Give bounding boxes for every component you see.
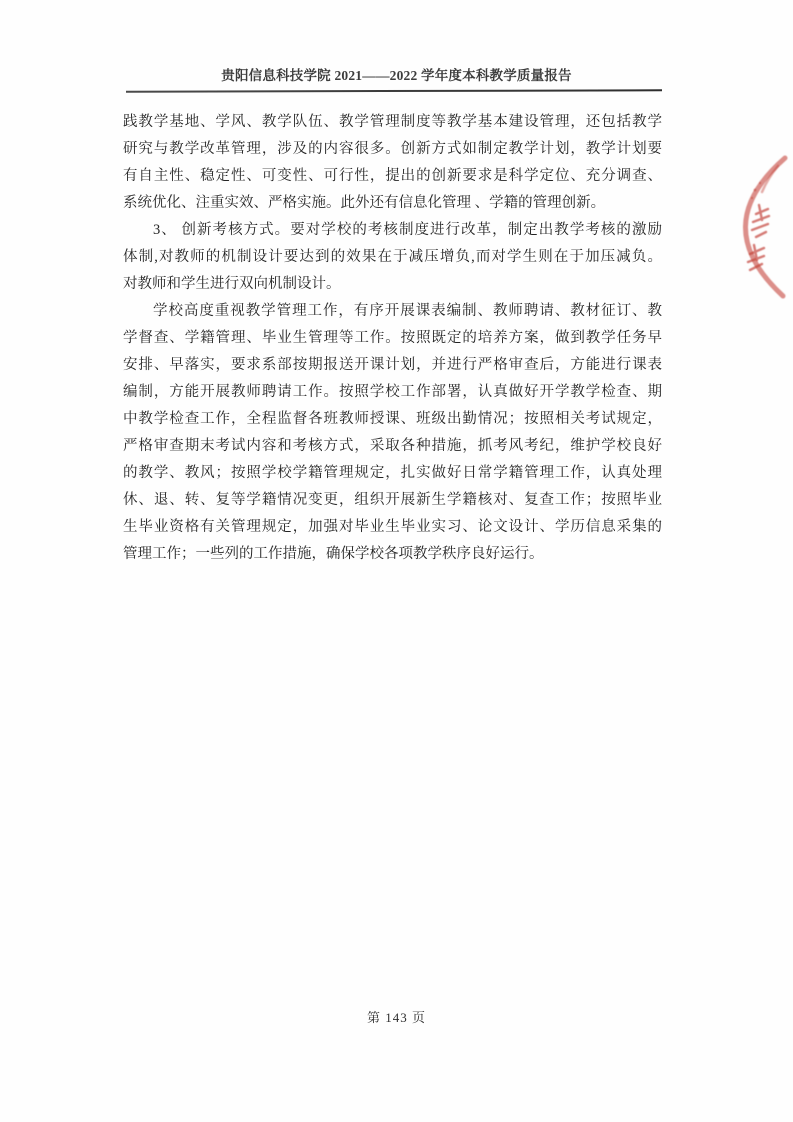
page-header-title: 贵阳信息科技学院 2021——2022 学年度本科教学质量报告 <box>221 68 572 83</box>
body-text-line: 对教师和学生进行双向机制设计。 <box>123 276 341 292</box>
body-text-line: 严格审查期末考试内容和考核方式，采取各种措施，抓考风考纪，维护学校良好 <box>123 438 662 454</box>
body-text <box>123 109 662 568</box>
body-text-line: 践教学基地、学风、教学队伍、教学管理制度等教学基本建设管理，还包括教学 <box>123 114 662 130</box>
body-text-line: 3、 创新考核方式。要对学校的考核制度进行改革，制定出教学考核的激励 <box>153 222 662 238</box>
body-text-line: 生毕业资格有关管理规定，加强对毕业生毕业实习、论文设计、学历信息采集的 <box>123 519 662 535</box>
body-text-line: 管理工作；一些列的工作措施，确保学校各项教学秩序良好运行。 <box>123 546 544 562</box>
body-text-line: 体制,对教师的机制设计要达到的效果在于减压增负,而对学生则在于加压减负。 <box>123 249 662 265</box>
body-text-line: 系统优化、注重实效、严格实施。此外还有信息化管理 、学籍的管理创新。 <box>123 195 606 211</box>
body-text-line: 学校高度重视教学管理工作，有序开展课表编制、教师聘请、教材征订、教 <box>153 303 662 319</box>
header-rule <box>126 89 662 92</box>
body-text-line: 的教学、教风；按照学校学籍管理规定，扎实做好日常学籍管理工作，认真处理 <box>123 465 662 481</box>
body-text-line: 编制，方能开展教师聘请工作。按照学校工作部署，认真做好开学教学检查、期 <box>123 384 662 400</box>
body-text-line: 有自主性、稳定性、可变性、可行性，提出的创新要求是科学定位、充分调查、 <box>123 168 662 184</box>
body-text-line: 安排、早落实，要求系部按期报送开课计划，并进行严格审查后，方能进行课表 <box>123 357 662 373</box>
page-number: 第 143 页 <box>366 1010 426 1025</box>
body-text-line: 学督查、学籍管理、毕业生管理等工作。按照既定的培养方案，做到教学任务早 <box>123 330 662 346</box>
red-seal-stamp-icon <box>726 150 793 300</box>
body-text-line: 休、退、转、复等学籍情况变更，组织开展新生学籍核对、复查工作；按照毕业 <box>123 492 662 508</box>
body-text-line: 中教学检查工作，全程监督各班教师授课、班级出勤情况；按照相关考试规定， <box>123 411 662 427</box>
body-text-line: 研究与教学改革管理，涉及的内容很多。创新方式如制定教学计划，教学计划要 <box>123 141 662 157</box>
